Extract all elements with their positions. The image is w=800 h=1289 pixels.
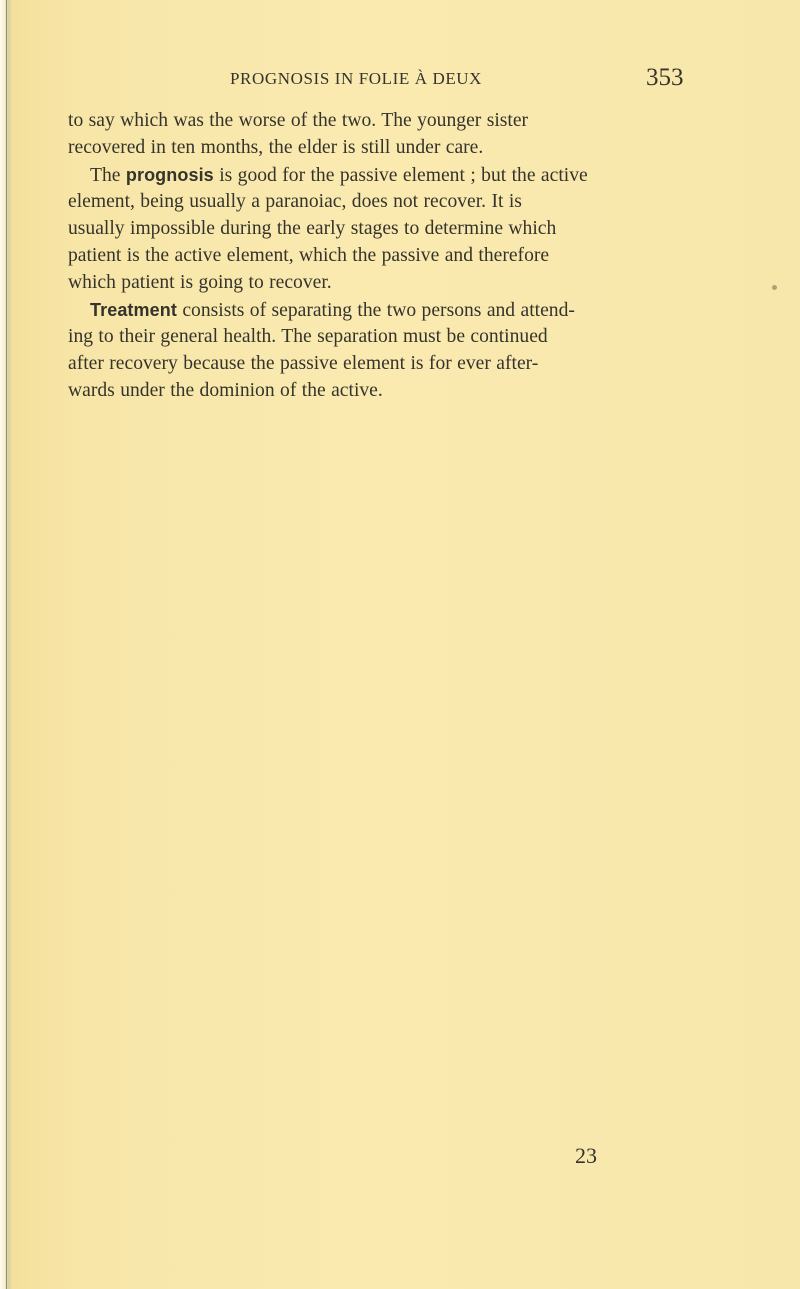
- prognosis-paragraph-start: [68, 162, 734, 190]
- text-line: element, being usually a paranoiac, does not recover. It is: [68, 191, 522, 213]
- text-line: to say which was the worse of the two. The younger sister: [68, 110, 529, 131]
- text-line: which patient is going to recover.: [68, 271, 332, 293]
- running-title: PROGNOSIS IN FOLIE À DEUX: [230, 69, 483, 88]
- text-line: ing to their general health. The separation must be continued: [68, 326, 548, 348]
- signature-mark: 23: [575, 1143, 597, 1168]
- text-line-fragment: consists of separating the two persons and attend-: [182, 299, 575, 321]
- text-line: recovered in ten months, the elder is still under care.: [68, 136, 484, 158]
- body-text: [68, 108, 734, 405]
- text-line: wards under the dominion of the active.: [68, 379, 383, 401]
- page-binding-edge: [0, 0, 12, 1289]
- paper-speck: [772, 285, 777, 290]
- binding-line: [6, 0, 7, 1289]
- running-head: [0, 60, 800, 100]
- text-line: usually impossible during the early stages to determine which: [68, 218, 557, 240]
- treatment-term: Treatment: [90, 299, 177, 320]
- prognosis-term: prognosis: [125, 164, 214, 185]
- page-number: 353: [646, 64, 684, 91]
- treatment-paragraph-start: [68, 297, 734, 325]
- text-line-fragment: is good for the passive element ; but the active: [219, 164, 588, 186]
- text-line: patient is the active element, which the passive and therefore: [68, 244, 550, 266]
- text-line: after recovery because the passive element is for ever after-: [68, 353, 539, 375]
- prognosis-prefix: The: [90, 164, 121, 186]
